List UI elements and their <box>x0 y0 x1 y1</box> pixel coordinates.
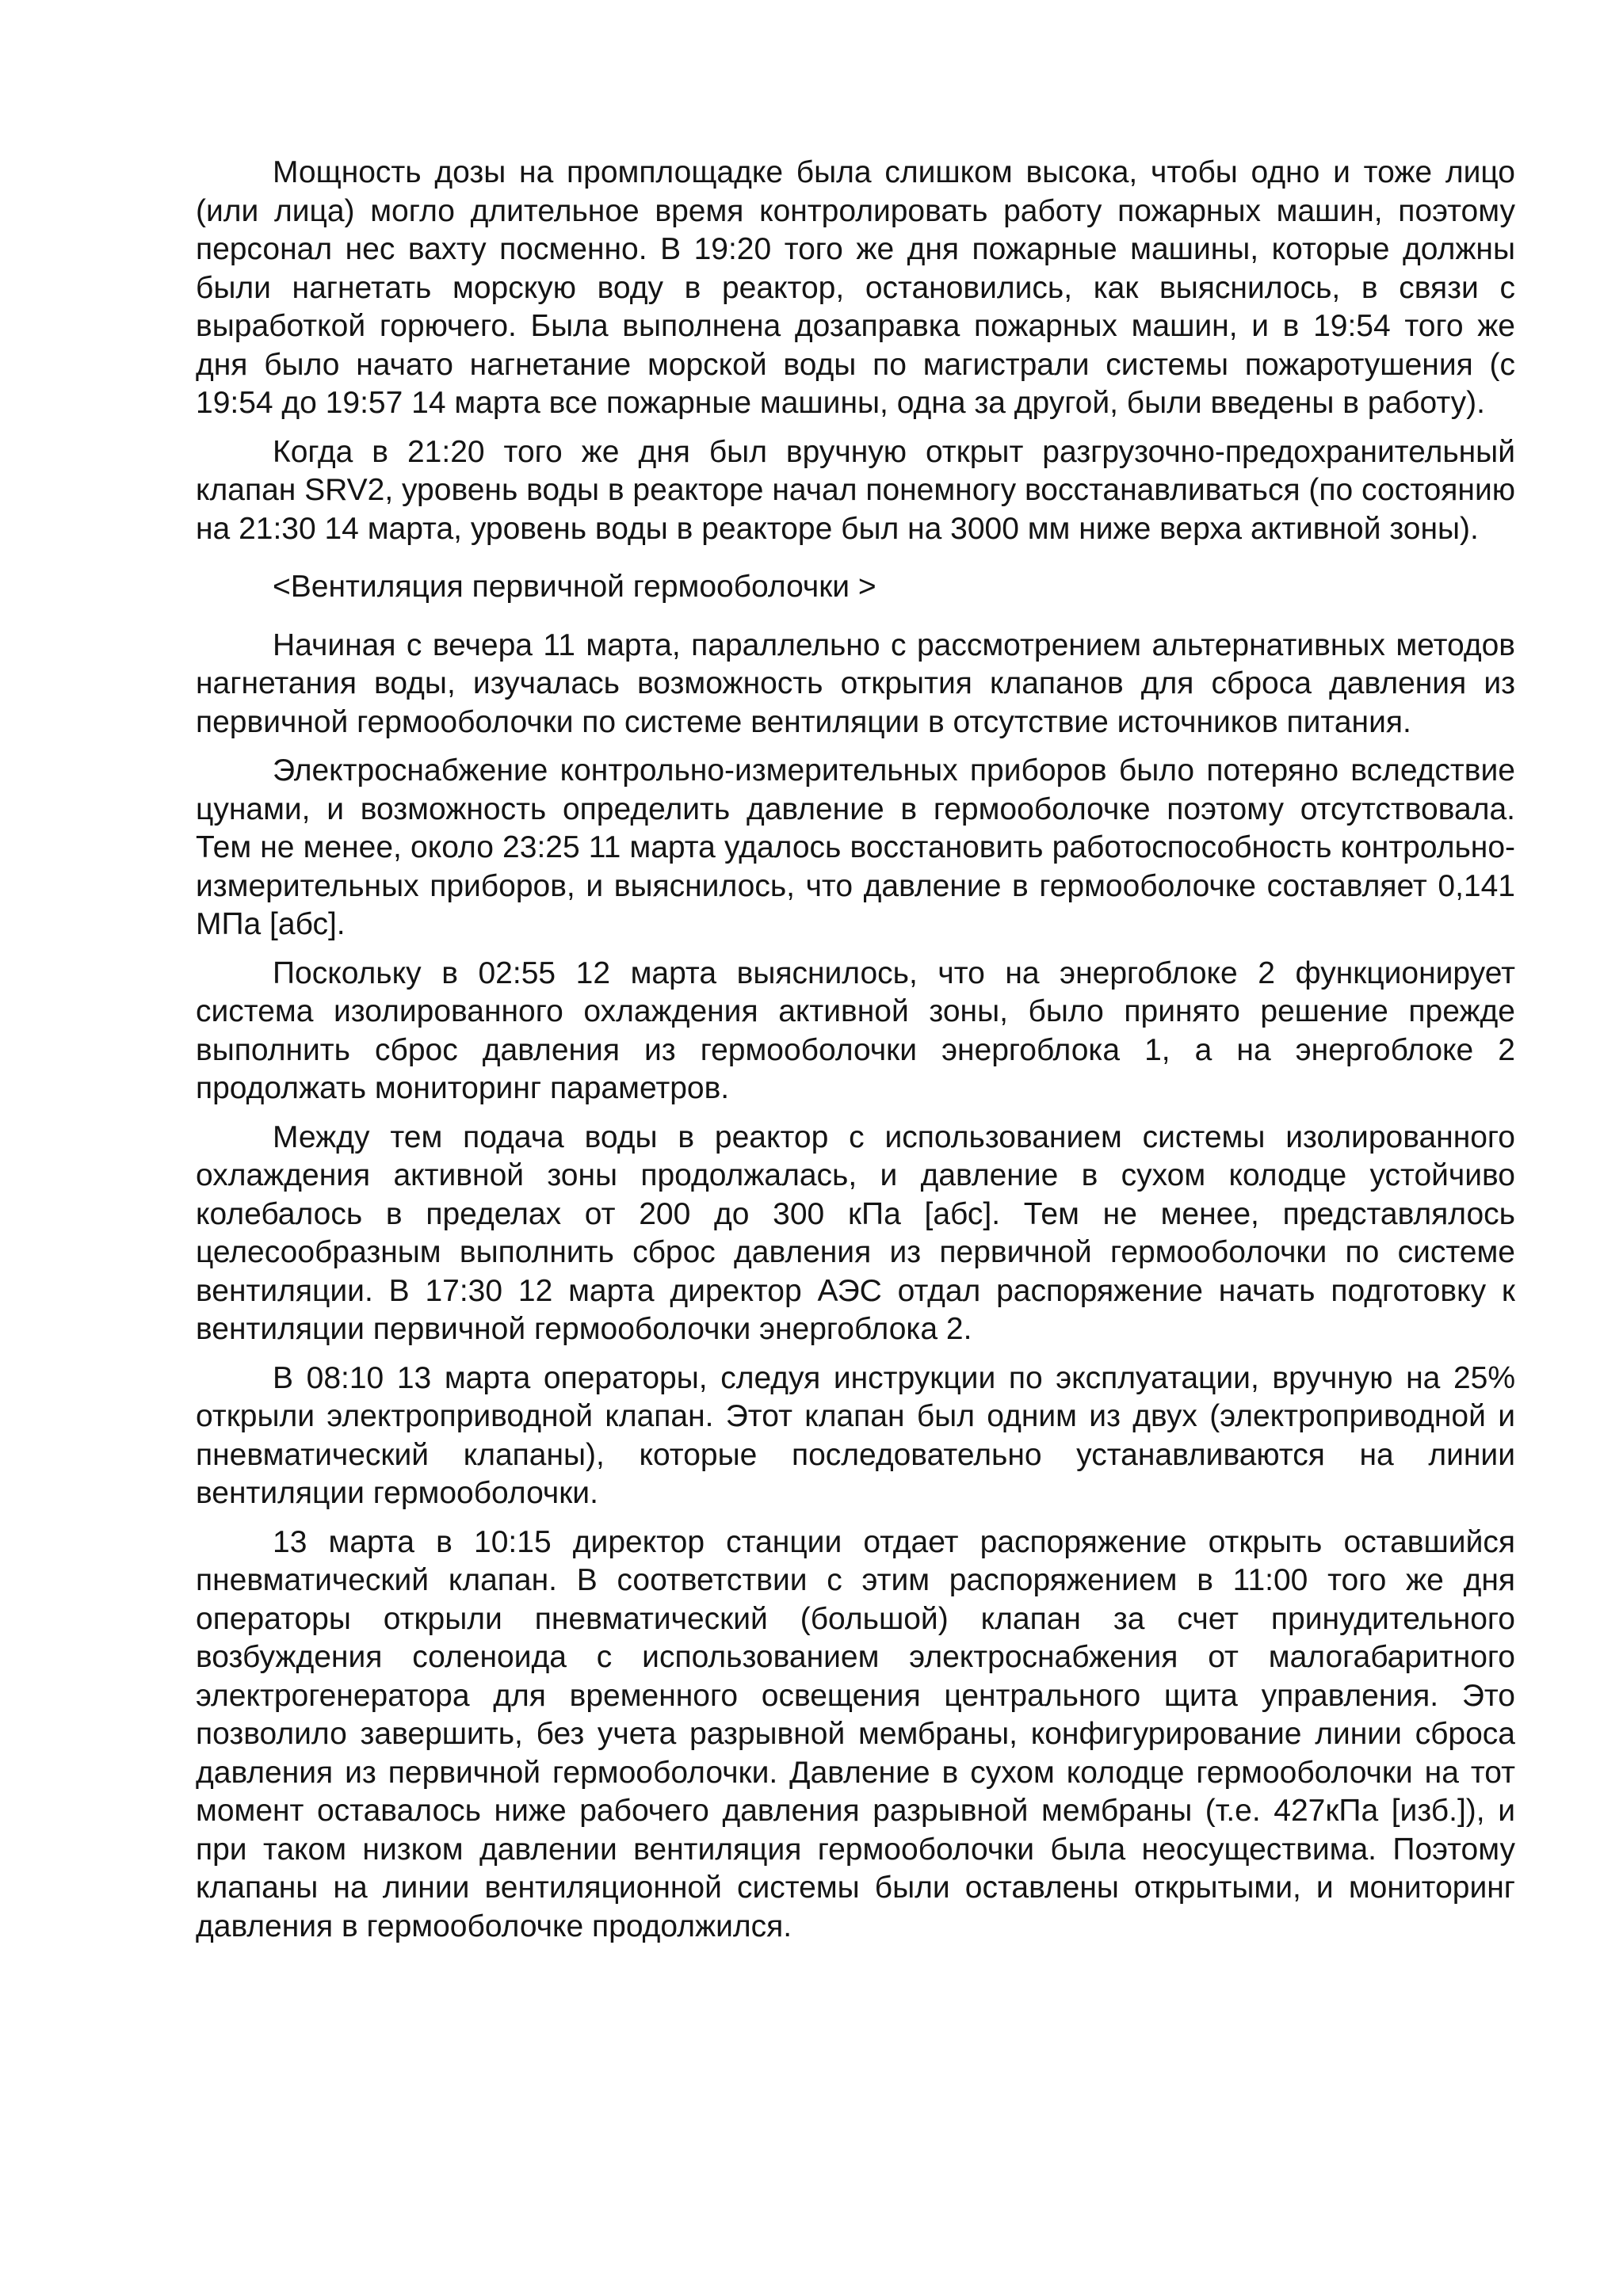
section-heading: <Вентиляция первичной гермооболочки > <box>273 570 876 604</box>
paragraph-instrumentation: Электроснабжение контрольно-измерительных приборов было потеряно вследствие цунами, и возможность определить давление в гермооболочке поэтому отсутствовала. Тем не менее, около 23:25 11 марта удалось восстановить работоспособность контрольно-измерительных приборов, и выяснилось, что давление в гермооболочке составляет 0,141 МПа [абс]. <box>196 753 1515 941</box>
paragraph-isolation-cooling: Поскольку в 02:55 12 марта выяснилось, что на энергоблоке 2 функционирует система изолированного охлаждения активной зоны, было принято решение прежде выполнить сброс давления из гермооболочки энергоблока 1, а на энергоблоке 2 продолжать мониторинг параметров. <box>196 955 1515 1105</box>
paragraph-motor-valve: В 08:10 13 марта операторы, следуя инструкции по эксплуатации, вручную на 25% открыли электроприводной клапан. Этот клапан был одним из двух (электроприводной и пневматический клапаны), которые последовательно устанавливаются на линии вентиляции гермооболочки. <box>196 1360 1515 1510</box>
paragraph-pneumatic-valve: 13 марта в 10:15 директор станции отдает распоряжение открыть оставшийся пневматический клапан. В соответствии с этим распоряжением в 11:00 того же дня операторы открыли пневматический (большой) клапан за счет принудительного возбуждения соленоида с использованием электроснабжения от малогабаритного электрогенератора для временного освещения центрального щита управления. Это позволило завершить, без учета разрывной мембраны, конфигурирование линии сброса давления из первичной гермооболочки. Давление в сухом колодце гермооболочки на тот момент оставалось ниже рабочего давления разрывной мембраны (т.е. 427кПа [изб.]), и при таком низком давлении вентиляция гермооболочки была неосуществима. Поэтому клапаны на линии вентиляционной системы были оставлены открытыми, и мониторинг давления в гермооболочке продолжился. <box>196 1524 1515 1943</box>
paragraph-drywell-pressure: Между тем подача воды в реактор с использованием системы изолированного охлаждения активной зоны продолжалась, и давление в сухом колодце устойчиво колебалось в пределах от 200 до 300 кПа [абс]. Тем не менее, представлялось целесообразным выполнить сброс давления из первичной гермооболочки по системе вентиляции. В 17:30 12 марта директор АЭС отдал распоряжение начать подготовку к вентиляции первичной гермооболочки энергоблока 2. <box>196 1119 1515 1346</box>
document-page <box>196 154 1515 1956</box>
paragraph-venting-study: Начиная с вечера 11 марта, параллельно с рассмотрением альтернативных методов нагнетания воды, изучалась возможность открытия клапанов для сброса давления из первичной гермооболочки по системе вентиляции в отсутствие источников питания. <box>196 627 1515 739</box>
paragraph-fire-engines: Мощность дозы на промплощадке была слишком высока, чтобы одно и тоже лицо (или лица) могло длительное время контролировать работу пожарных машин, поэтому персонал нес вахту посменно. В 19:20 того же дня пожарные машины, которые должны были нагнетать морскую воду в реактор, остановились, как выяснилось, в связи с выработкой горючего. Была выполнена дозаправка пожарных машин, и в 19:54 того же дня было начато нагнетание морской воды по магистрали системы пожаротушения (с 19:54 до 19:57 14 марта все пожарные машины, одна за другой, были введены в работу). <box>196 155 1515 420</box>
paragraph-srv2-valve: Когда в 21:20 того же дня был вручную открыт разгрузочно-предохранительный клапан SRV2, уровень воды в реакторе начал понемногу восстанавливаться (по состоянию на 21:30 14 марта, уровень воды в реакторе был на 3000 мм ниже верха активной зоны). <box>196 434 1515 546</box>
